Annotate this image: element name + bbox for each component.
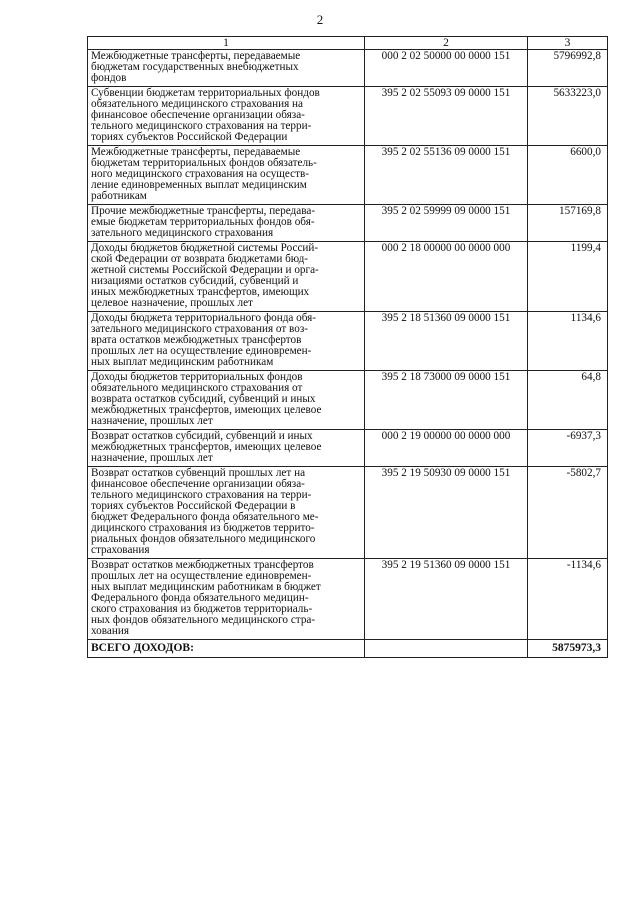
description-line: ных выплат медицинским работникам в бюджет — [91, 581, 321, 593]
row-value: 1134,6 — [528, 312, 608, 371]
row-description — [88, 559, 365, 640]
description-line: назначение, прошлых лет — [91, 415, 213, 427]
description-line: Межбюджетные трансферты, передаваемые — [91, 146, 301, 158]
row-description — [88, 50, 365, 87]
description-line: страхования — [91, 544, 150, 556]
table-row — [88, 559, 608, 640]
row-value: 1199,4 — [528, 242, 608, 312]
total-code — [365, 640, 528, 658]
description-line: ных выплат медицинским работникам — [91, 356, 274, 368]
row-value: -5802,7 — [528, 467, 608, 559]
row-description — [88, 242, 365, 312]
description-line: обязательного медицинского страхования от — [91, 382, 303, 394]
description-line: Доходы бюджета территориального фонда обя- — [91, 312, 317, 324]
row-code: 000 2 19 00000 00 0000 000 — [365, 430, 528, 467]
description-line: Доходы бюджетов территориальных фондов — [91, 371, 303, 383]
row-value: -6937,3 — [528, 430, 608, 467]
table-row — [88, 50, 608, 87]
description-line: низациями остатков субсидий, субвенций и — [91, 275, 299, 287]
row-code: 395 2 18 73000 09 0000 151 — [365, 371, 528, 430]
row-description — [88, 430, 365, 467]
row-code: 395 2 02 55136 09 0000 151 — [365, 146, 528, 205]
row-value: 5796992,8 — [528, 50, 608, 87]
row-code: 395 2 19 50930 09 0000 151 — [365, 467, 528, 559]
row-code: 395 2 02 59999 09 0000 151 — [365, 205, 528, 242]
description-line: ской Федерации от возврата бюджетами бюд- — [91, 253, 309, 265]
description-line: дицинского страхования из бюджетов террито- — [91, 522, 315, 534]
description-line: Возврат остатков субсидий, субвенций и иных — [91, 430, 313, 442]
page-number: 2 — [316, 12, 324, 27]
table-row — [88, 87, 608, 146]
revenue-table — [87, 36, 608, 658]
row-value: 6600,0 — [528, 146, 608, 205]
row-description — [88, 87, 365, 146]
row-value: 5633223,0 — [528, 87, 608, 146]
description-line: зательного медицинского страхования от воз- — [91, 323, 308, 335]
header-col-1: 1 — [88, 37, 365, 50]
description-line: межбюджетных трансфертов, имеющих целевое — [91, 441, 322, 453]
description-line: ского страхования из бюджетов территориаль- — [91, 603, 313, 615]
description-line: ного медицинского страхования на осуществ- — [91, 168, 310, 180]
table-row — [88, 242, 608, 312]
description-line: Доходы бюджетов бюджетной системы Россий- — [91, 242, 319, 254]
row-code: 395 2 19 51360 09 0000 151 — [365, 559, 528, 640]
description-line: обязательного медицинского страхования на — [91, 98, 304, 110]
table-header-row — [88, 37, 608, 50]
description-line: тельного медицинского страхования на терри- — [91, 489, 312, 501]
description-line: бюджетам территориальных фондов обязатель- — [91, 157, 317, 169]
description-line: Межбюджетные трансферты, передаваемые — [91, 50, 301, 62]
description-line: иных межбюджетных трансфертов, имеющих — [91, 286, 310, 298]
table-row — [88, 312, 608, 371]
row-code: 000 2 18 00000 00 0000 000 — [365, 242, 528, 312]
description-line: прошлых лет на осуществление единовремен- — [91, 570, 312, 582]
description-line: ториях субъектов Российской Федерации — [91, 131, 288, 143]
header-col-2: 2 — [365, 37, 528, 50]
row-value: -1134,6 — [528, 559, 608, 640]
description-line: фондов — [91, 72, 127, 84]
description-line: работникам — [91, 190, 147, 202]
description-line: Возврат остатков субвенций прошлых лет на — [91, 467, 306, 479]
description-line: Субвенции бюджетам территориальных фондов — [91, 87, 320, 99]
row-description — [88, 205, 365, 242]
row-code: 000 2 02 50000 00 0000 151 — [365, 50, 528, 87]
description-line: тельного медицинского страхования на терри- — [91, 120, 312, 132]
total-label: ВСЕГО ДОХОДОВ: — [88, 640, 365, 658]
description-line: ториях субъектов Российской Федерации в — [91, 500, 296, 512]
description-line: межбюджетных трансфертов, имеющих целевое — [91, 404, 322, 416]
row-description — [88, 371, 365, 430]
total-row — [88, 640, 608, 658]
row-value: 64,8 — [528, 371, 608, 430]
row-code: 395 2 18 51360 09 0000 151 — [365, 312, 528, 371]
description-line: прошлых лет на осуществление единовремен- — [91, 345, 312, 357]
row-description — [88, 146, 365, 205]
row-description — [88, 312, 365, 371]
description-line: целевое назначение, прошлых лет — [91, 297, 253, 309]
row-description — [88, 467, 365, 559]
description-line: хования — [91, 625, 129, 637]
description-line: емые бюджетам территориальных фондов обя- — [91, 216, 315, 228]
row-value: 157169,8 — [528, 205, 608, 242]
description-line: Возврат остатков межбюджетных трансфертов — [91, 559, 314, 571]
description-line: бюджет Федерального фонда обязательного ме- — [91, 511, 319, 523]
description-line: Прочие межбюджетные трансферты, передава- — [91, 205, 316, 217]
table-row — [88, 146, 608, 205]
description-line: финансовое обеспечение организации обяза- — [91, 478, 305, 490]
description-line: ление единовременных выплат медицинским — [91, 179, 307, 191]
row-code: 395 2 02 55093 09 0000 151 — [365, 87, 528, 146]
table-row — [88, 371, 608, 430]
description-line: Федерального фонда обязательного медицин- — [91, 592, 309, 604]
table-row — [88, 430, 608, 467]
total-value: 5875973,3 — [528, 640, 608, 658]
description-line: жетной системы Российской Федерации и орга- — [91, 264, 319, 276]
description-line: риальных фондов обязательного медицинского — [91, 533, 316, 545]
description-line: финансовое обеспечение организации обяза- — [91, 109, 305, 121]
description-line: зательного медицинского страхования — [91, 227, 274, 239]
table-row — [88, 467, 608, 559]
description-line: возврата остатков субсидий, субвенций и иных — [91, 393, 316, 405]
description-line: бюджетам государственных внебюджетных — [91, 61, 299, 73]
header-col-3: 3 — [528, 37, 608, 50]
description-line: врата остатков межбюджетных трансфертов — [91, 334, 302, 346]
description-line: назначение, прошлых лет — [91, 452, 213, 464]
table-row — [88, 205, 608, 242]
description-line: ных фондов обязательного медицинского стра- — [91, 614, 316, 626]
